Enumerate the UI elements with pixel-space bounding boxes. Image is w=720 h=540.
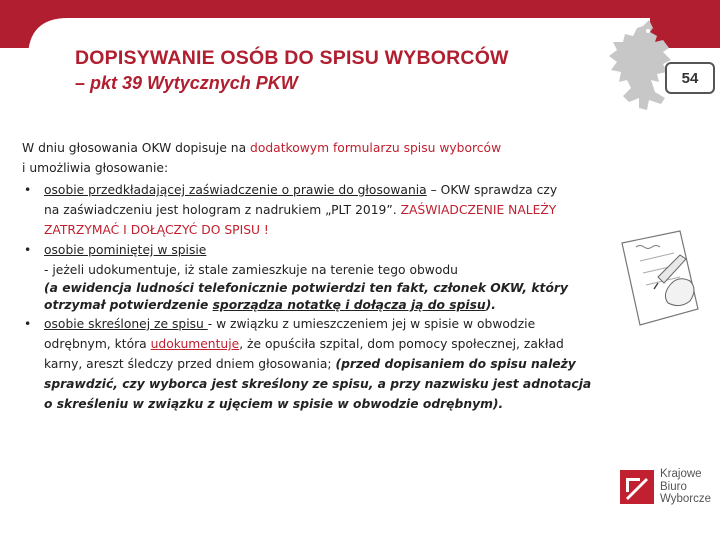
hand-writing-pen-icon bbox=[618, 225, 700, 335]
kbw-logo bbox=[620, 470, 720, 540]
bullet-3-lead: osobie skreślonej ze spisu bbox=[44, 317, 208, 331]
list-item: • osobie przedkładającej zaświadczenie o prawie do głosowania – OKW sprawdza czy na zaświadczeniu jest hologram z nadrukiem „PLT 2019”. ZAŚWIADCZENIE NALEŻY ZATRZYMAĆ I DOŁĄCZYĆ DO SPISU ! bbox=[22, 180, 672, 240]
kbw-logo-mark-icon bbox=[620, 470, 654, 504]
page-subtitle: – pkt 39 Wytycznych PKW bbox=[75, 73, 298, 93]
bullet-marker: • bbox=[24, 183, 32, 197]
list-item: • osobie skreślonej ze spisu - w związku z umieszczeniem jej w spisie w obwodzie odrębnym, która udokumentuje, że opuściła szpital, dom pomocy społecznej, zakład karny, areszt śledczy przed dniem głosowania; (przed dopisaniem do spisu należy sprawdzić, czy wyborca jest skreślony ze spisu, a przy nazwisku jest adnotacja o skreśleniu w związku z ujęciem w spisie w obwodzie odrębnym). bbox=[22, 314, 672, 414]
bullet-marker: • bbox=[24, 317, 32, 331]
page-title: DOPISYWANIE OSÓB DO SPISU WYBORCÓW bbox=[75, 47, 509, 69]
intro-highlight: dodatkowym formularzu spisu wyborców bbox=[250, 141, 502, 155]
bullet-2-lead: osobie pominiętej w spisie bbox=[44, 243, 207, 257]
bullet-1-lead: osobie przedkładającej zaświadczenie o prawie do głosowania bbox=[44, 183, 427, 197]
bullet-marker: • bbox=[24, 243, 32, 257]
kbw-logo-text: Krajowe Biuro Wyborcze bbox=[660, 468, 712, 505]
main-content bbox=[22, 138, 672, 414]
list-item: • osobie pominiętej w spisie - jeżeli udokumentuje, iż stale zamieszkuje na terenie tego obwodu (a ewidencja ludności telefonicznie potwierdzi ten fakt, członek OKW, który otrzymał potwierdzenie sporządza notatkę i dołącza ją do spisu). bbox=[22, 240, 672, 314]
page-number-badge: 54 bbox=[665, 62, 715, 94]
intro-paragraph: W dniu głosowania OKW dopisuje na dodatkowym formularzu spisu wyborców i umożliwia głosowanie: bbox=[22, 141, 502, 175]
